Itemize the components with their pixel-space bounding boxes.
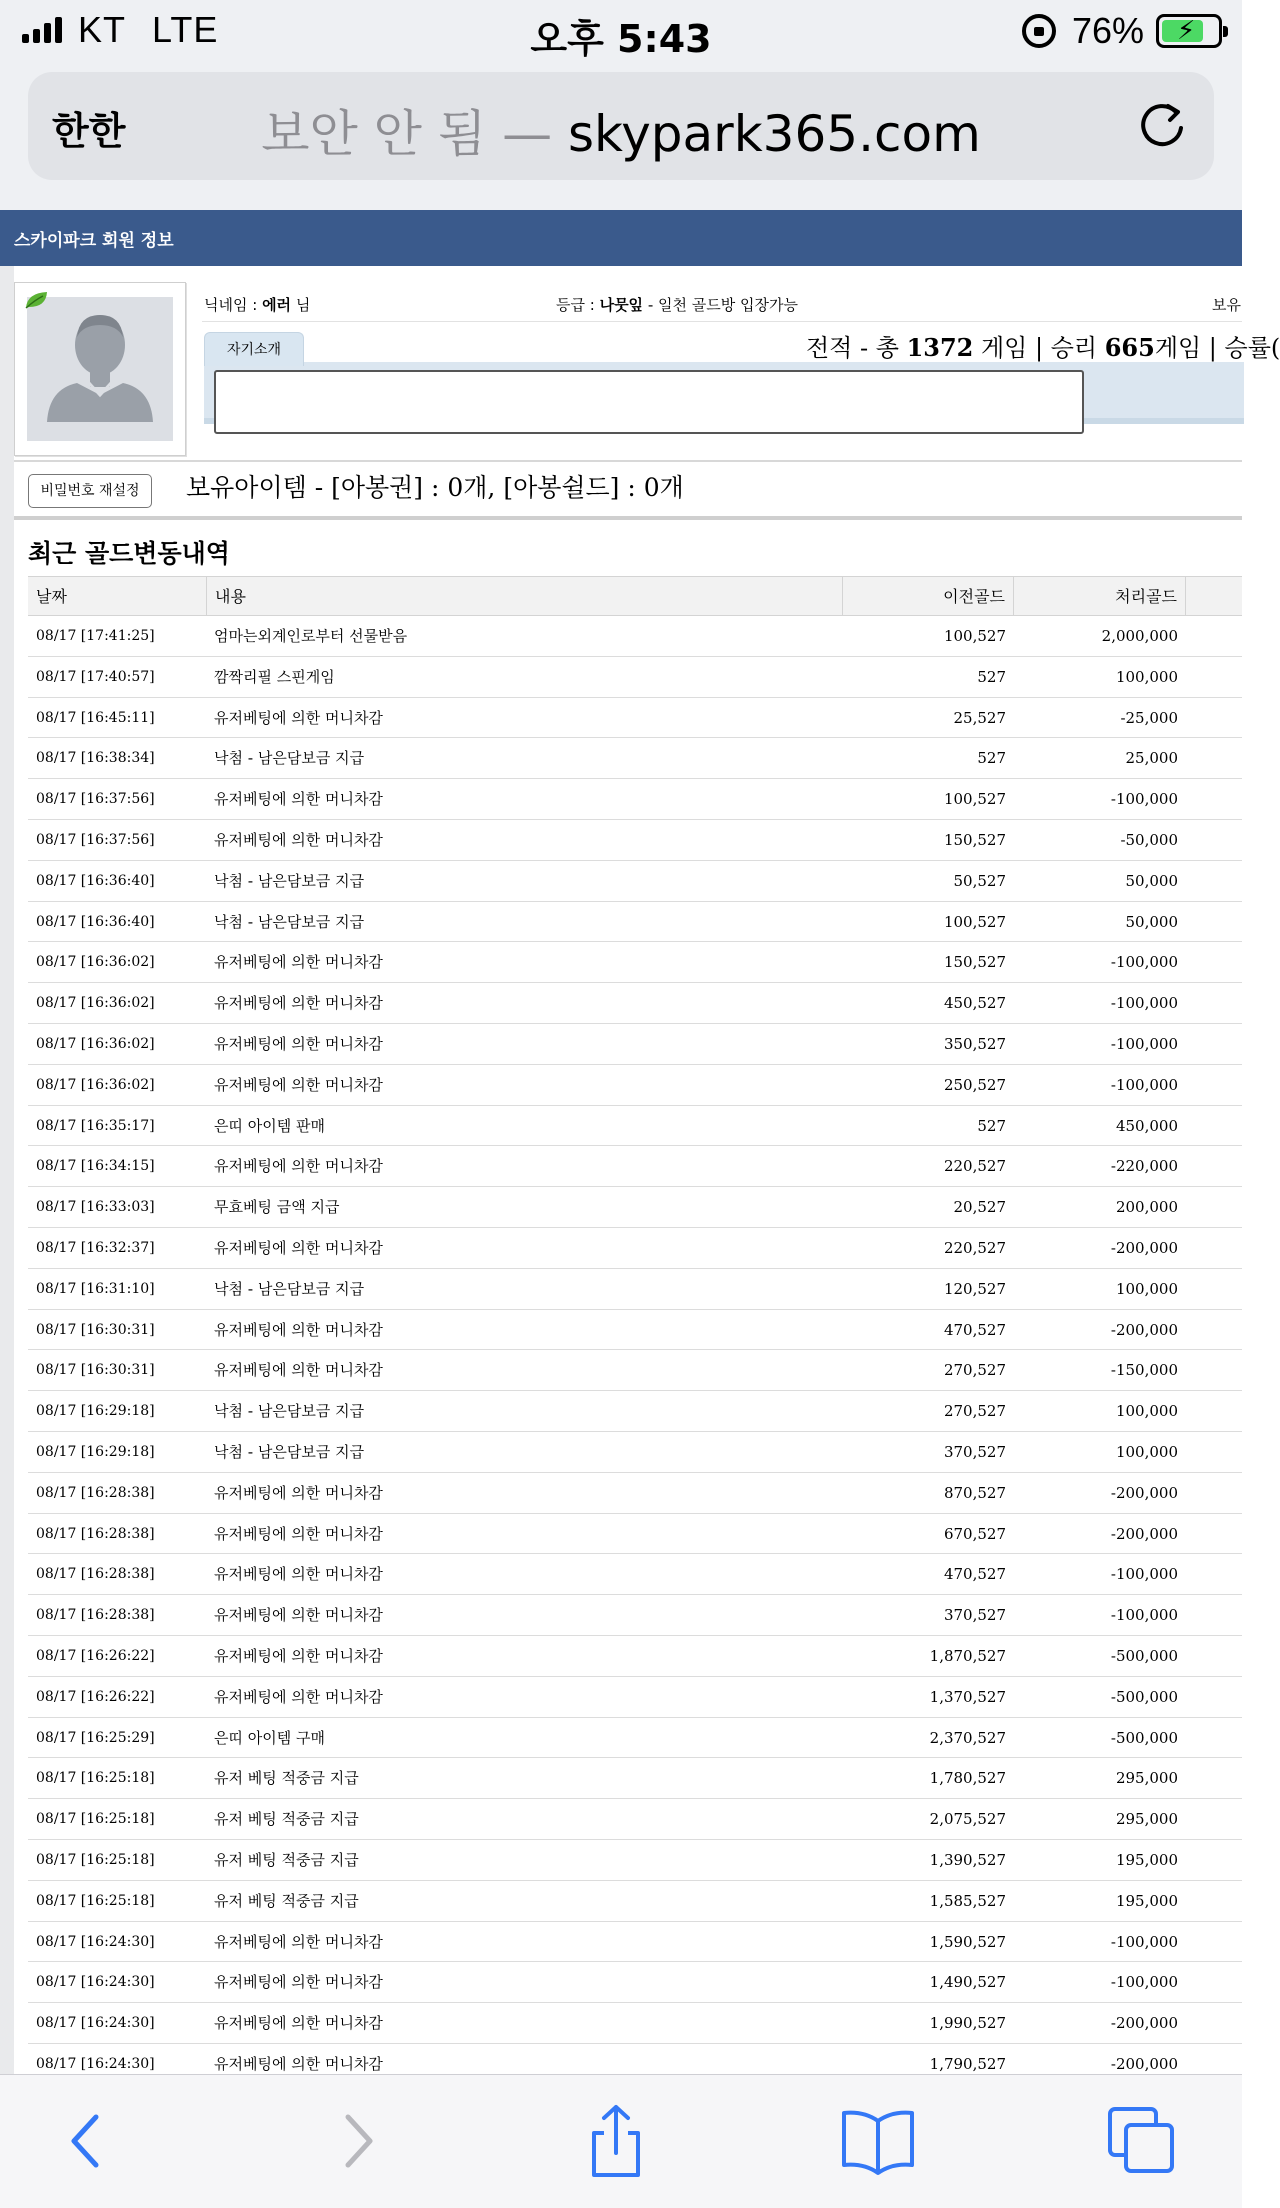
cell-processed-gold: -220,000: [1110, 1157, 1178, 1176]
cell-processed-gold: 100,000: [1115, 1402, 1178, 1421]
cell-processed-gold: 50,000: [1125, 912, 1178, 931]
cell-processed-gold: -500,000: [1110, 1728, 1178, 1747]
table-row: [28, 1187, 1242, 1228]
cell-date: 08/17 [16:36:02]: [36, 1035, 155, 1052]
cell-previous-gold: 220,527: [943, 1157, 1006, 1176]
cell-content: 유저베팅에 의한 머니차감: [214, 2054, 383, 2073]
table-row: [28, 1310, 1242, 1351]
avatar: [27, 297, 173, 441]
table-header: [28, 576, 1242, 616]
network-type: LTE: [152, 9, 219, 50]
table-row: [28, 1473, 1242, 1514]
cell-processed-gold: -200,000: [1110, 1524, 1178, 1543]
cell-content: 유저 베팅 적중금 지급: [214, 1810, 359, 1829]
cell-date: 08/17 [16:37:56]: [36, 791, 155, 808]
reload-icon[interactable]: [1136, 98, 1190, 152]
table-row: [28, 1065, 1242, 1106]
cell-content: 유저베팅에 의한 머니차감: [214, 1361, 383, 1380]
table-row: [28, 1554, 1242, 1595]
column-header-previous-gold: 이전골드: [843, 577, 1014, 616]
table-row: [28, 1595, 1242, 1636]
record-prefix: 전적 - 총: [806, 334, 907, 362]
cell-previous-gold: 120,527: [943, 1279, 1006, 1298]
cell-previous-gold: 527: [977, 749, 1006, 768]
cell-processed-gold: 100,000: [1115, 667, 1178, 686]
cell-processed-gold: -200,000: [1110, 1483, 1178, 1502]
table-row: [28, 1269, 1242, 1310]
table-row: [28, 1758, 1242, 1799]
cell-content: 유저 베팅 적중금 지급: [214, 1769, 359, 1788]
gold-history-table: [28, 576, 1242, 2085]
battery-percent: 76%: [1071, 10, 1144, 51]
cell-date: 08/17 [16:26:22]: [36, 1647, 155, 1664]
self-intro-box[interactable]: [214, 370, 1084, 434]
cell-processed-gold: -100,000: [1110, 1606, 1178, 1625]
divider: [14, 460, 1242, 462]
cell-content: 유저베팅에 의한 머니차감: [214, 1932, 383, 1951]
cell-content: 깜짝리필 스핀게임: [214, 667, 335, 686]
cell-processed-gold: 295,000: [1115, 1810, 1178, 1829]
cell-date: 08/17 [16:36:40]: [36, 872, 155, 889]
cell-processed-gold: -200,000: [1110, 2014, 1178, 2033]
cell-date: 08/17 [16:36:02]: [36, 995, 155, 1012]
profile-info-line: [202, 282, 1242, 322]
intro-area: [204, 362, 1244, 424]
status-bar: [0, 0, 1242, 62]
cell-processed-gold: -150,000: [1110, 1361, 1178, 1380]
cell-date: 08/17 [16:29:18]: [36, 1403, 155, 1420]
cell-date: 08/17 [16:25:18]: [36, 1851, 155, 1868]
insecure-label: 보안 안 됨 —: [261, 105, 553, 163]
carrier-name: KT: [78, 9, 127, 50]
cell-processed-gold: 195,000: [1115, 1891, 1178, 1910]
cell-date: 08/17 [16:25:18]: [36, 1770, 155, 1787]
cell-content: 낙첨 - 남은담보금 지급: [214, 912, 365, 931]
cell-processed-gold: -100,000: [1110, 1932, 1178, 1951]
cell-previous-gold: 100,527: [943, 627, 1006, 645]
page-header: [0, 210, 1242, 266]
cell-content: 유저베팅에 의한 머니차감: [214, 790, 383, 809]
cell-content: 유저베팅에 의한 머니차감: [214, 1320, 383, 1339]
cell-content: 유저베팅에 의한 머니차감: [214, 994, 383, 1013]
cell-previous-gold: 527: [977, 667, 1006, 686]
cell-content: 엄마는외계인로부터 선물받음: [214, 627, 408, 645]
cell-previous-gold: 450,527: [943, 994, 1006, 1013]
cell-content: 유저베팅에 의한 머니차감: [214, 1238, 383, 1257]
owned-items: 보유아이템 - [아봉권] : 0개, [아봉쉴드] : 0개: [186, 473, 684, 502]
cell-previous-gold: 1,990,527: [929, 2014, 1006, 2033]
table-row: [28, 1718, 1242, 1759]
cell-previous-gold: 370,527: [943, 1606, 1006, 1625]
table-row: [28, 942, 1242, 983]
cell-content: 유저베팅에 의한 머니차감: [214, 1606, 383, 1625]
url-display[interactable]: [28, 94, 1214, 166]
cell-previous-gold: 1,780,527: [929, 1769, 1006, 1788]
table-row: [28, 698, 1242, 739]
game-record: [806, 328, 1280, 363]
table-row: [28, 2003, 1242, 2044]
cell-processed-gold: -100,000: [1110, 1075, 1178, 1094]
nickname-value: 에러: [262, 296, 292, 314]
cell-date: 08/17 [16:34:15]: [36, 1158, 155, 1175]
cell-processed-gold: -500,000: [1110, 1687, 1178, 1706]
cell-previous-gold: 2,075,527: [929, 1810, 1006, 1829]
cell-content: 유저 베팅 적중금 지급: [214, 1850, 359, 1869]
cell-content: 낙첨 - 남은담보금 지급: [214, 1402, 365, 1421]
cell-previous-gold: 470,527: [943, 1320, 1006, 1339]
reset-password-button[interactable]: 비밀번호 재설정: [28, 474, 152, 508]
cell-content: 유저베팅에 의한 머니차감: [214, 1483, 383, 1502]
cell-date: 08/17 [16:28:38]: [36, 1484, 155, 1501]
cell-previous-gold: 370,527: [943, 1442, 1006, 1461]
cell-processed-gold: -200,000: [1110, 1320, 1178, 1339]
cell-date: 08/17 [16:30:31]: [36, 1362, 155, 1379]
table-row: [28, 1799, 1242, 1840]
cell-content: 유저 베팅 적중금 지급: [214, 1891, 359, 1910]
cell-processed-gold: -100,000: [1110, 994, 1178, 1013]
cell-previous-gold: 100,527: [943, 790, 1006, 809]
cell-previous-gold: 1,490,527: [929, 1973, 1006, 1992]
tabs-icon[interactable]: [1104, 2103, 1180, 2179]
cell-processed-gold: 100,000: [1115, 1442, 1178, 1461]
charging-bolt-icon: ⚡: [1177, 16, 1196, 46]
cell-content: 유저베팅에 의한 머니차감: [214, 1034, 383, 1053]
profile-panel: [202, 282, 1280, 442]
cell-previous-gold: 1,790,527: [929, 2054, 1006, 2073]
cell-content: 낙첨 - 남은담보금 지급: [214, 1279, 365, 1298]
table-row: [28, 1636, 1242, 1677]
status-time: 오후 5:43: [530, 17, 712, 61]
cell-previous-gold: 220,527: [943, 1238, 1006, 1257]
leaf-grade-icon: [23, 289, 51, 311]
cell-previous-gold: 270,527: [943, 1402, 1006, 1421]
cell-date: 08/17 [16:24:30]: [36, 1974, 155, 1991]
cell-previous-gold: 100,527: [943, 912, 1006, 931]
cell-date: 08/17 [16:25:18]: [36, 1811, 155, 1828]
cell-date: 08/17 [16:25:18]: [36, 1892, 155, 1909]
bookmarks-icon[interactable]: [840, 2103, 916, 2179]
table-row: [28, 1677, 1242, 1718]
cell-processed-gold: 295,000: [1115, 1769, 1178, 1788]
nickname-label: 닉네임 :: [204, 296, 263, 314]
table-row: [28, 657, 1242, 698]
default-user-icon: [27, 297, 173, 441]
table-row: [28, 779, 1242, 820]
cell-date: 08/17 [16:36:40]: [36, 913, 155, 930]
cell-previous-gold: 150,527: [943, 953, 1006, 972]
cell-date: 08/17 [16:24:30]: [36, 2015, 155, 2032]
cell-processed-gold: -100,000: [1110, 953, 1178, 972]
cell-date: 08/17 [17:41:25]: [36, 628, 155, 644]
table-row: [28, 1840, 1242, 1881]
section-title: 최근 골드변동내역: [28, 539, 230, 568]
cell-date: 08/17 [16:26:22]: [36, 1688, 155, 1705]
avatar-frame: [14, 282, 186, 456]
cell-processed-gold: 50,000: [1125, 871, 1178, 890]
column-header-content: 내용: [207, 577, 843, 616]
cell-processed-gold: -500,000: [1110, 1646, 1178, 1665]
cell-content: 유저베팅에 의한 머니차감: [214, 1524, 383, 1543]
table-row: [28, 1514, 1242, 1555]
cell-processed-gold: -100,000: [1110, 1565, 1178, 1584]
cell-processed-gold: 2,000,000: [1101, 627, 1178, 645]
cell-content: 유저베팅에 의한 머니차감: [214, 1687, 383, 1706]
divider: [14, 516, 1242, 520]
address-bar[interactable]: [28, 72, 1214, 180]
cell-content: 유저베팅에 의한 머니차감: [214, 1973, 383, 1992]
cell-date: 08/17 [16:37:56]: [36, 831, 155, 848]
cell-previous-gold: 150,527: [943, 830, 1006, 849]
cell-previous-gold: 25,527: [953, 708, 1006, 727]
cell-content: 은띠 아이템 구매: [214, 1728, 325, 1747]
cell-date: 08/17 [16:35:17]: [36, 1117, 155, 1134]
cell-processed-gold: -200,000: [1110, 1238, 1178, 1257]
cell-previous-gold: 270,527: [943, 1361, 1006, 1380]
table-row: [28, 1228, 1242, 1269]
cell-date: 08/17 [16:25:29]: [36, 1729, 155, 1746]
record-total: 1372: [906, 333, 974, 362]
cell-date: 08/17 [16:36:02]: [36, 954, 155, 971]
cell-processed-gold: -200,000: [1110, 2054, 1178, 2073]
table-row: [28, 1024, 1242, 1065]
cell-previous-gold: 870,527: [943, 1483, 1006, 1502]
share-icon[interactable]: [578, 2103, 654, 2179]
cell-content: 유저베팅에 의한 머니차감: [214, 708, 383, 727]
grade-label: 등급 :: [556, 296, 600, 314]
status-right: [1022, 12, 1222, 50]
left-gutter: [0, 266, 14, 2076]
cell-date: 08/17 [16:45:11]: [36, 709, 155, 726]
cell-content: 유저베팅에 의한 머니차감: [214, 1646, 383, 1665]
cell-previous-gold: 50,527: [953, 871, 1006, 890]
grade: [556, 294, 798, 315]
cell-date: 08/17 [17:40:57]: [36, 668, 155, 685]
cell-previous-gold: 527: [977, 1116, 1006, 1135]
cell-previous-gold: 350,527: [943, 1034, 1006, 1053]
holding-label: 보유: [1212, 296, 1241, 314]
cell-date: 08/17 [16:28:38]: [36, 1566, 155, 1583]
cell-date: 08/17 [16:30:31]: [36, 1321, 155, 1338]
cell-content: 유저베팅에 의한 머니차감: [214, 2014, 383, 2033]
cell-processed-gold: -50,000: [1120, 830, 1178, 849]
cell-processed-gold: 450,000: [1115, 1116, 1178, 1135]
grade-value: 나뭇잎: [599, 296, 644, 314]
table-row: [28, 1432, 1242, 1473]
table-row: [28, 902, 1242, 943]
cell-date: 08/17 [16:28:38]: [36, 1607, 155, 1624]
table-row: [28, 1146, 1242, 1187]
browser-toolbar: [0, 2074, 1242, 2208]
cell-date: 08/17 [16:24:30]: [36, 2055, 155, 2072]
cell-content: 유저베팅에 의한 머니차감: [214, 953, 383, 972]
column-header-processed-gold: 처리골드: [1014, 577, 1186, 616]
forward-icon[interactable]: [318, 2103, 394, 2179]
cell-previous-gold: 1,590,527: [929, 1932, 1006, 1951]
table-row: [28, 820, 1242, 861]
url-domain: skypark365.com: [567, 105, 981, 163]
cell-previous-gold: 470,527: [943, 1565, 1006, 1584]
cell-processed-gold: -100,000: [1110, 1973, 1178, 1992]
cell-previous-gold: 670,527: [943, 1524, 1006, 1543]
nickname-suffix: 님: [291, 296, 311, 314]
table-row: [28, 1350, 1242, 1391]
record-mid: 게임 | 승리: [973, 334, 1105, 362]
table-row: [28, 738, 1242, 779]
tab-self-intro[interactable]: 자기소개: [204, 332, 304, 366]
cell-processed-gold: 195,000: [1115, 1850, 1178, 1869]
table-row: [28, 1106, 1242, 1147]
cell-date: 08/17 [16:33:03]: [36, 1199, 155, 1216]
cell-date: 08/17 [16:38:34]: [36, 750, 155, 767]
cell-content: 낙첨 - 남은담보금 지급: [214, 1442, 365, 1461]
cell-previous-gold: 1,370,527: [929, 1687, 1006, 1706]
grade-description: - 일천 골드방 입장가능: [643, 296, 798, 314]
page-title: 스카이파크 회원 정보: [14, 231, 174, 251]
nickname: [204, 294, 310, 315]
cell-previous-gold: 20,527: [953, 1198, 1006, 1217]
cell-previous-gold: 1,870,527: [929, 1646, 1006, 1665]
cell-processed-gold: -25,000: [1120, 708, 1178, 727]
record-wins: 665: [1104, 333, 1155, 362]
column-header-date: 날짜: [28, 577, 207, 616]
reader-settings-button[interactable]: 한한: [52, 109, 126, 153]
cell-content: 유저베팅에 의한 머니차감: [214, 1157, 383, 1176]
cell-content: 낙첨 - 남은담보금 지급: [214, 749, 365, 768]
back-icon[interactable]: [50, 2103, 126, 2179]
table-row: [28, 1391, 1242, 1432]
table-row: [28, 1881, 1242, 1922]
browser-address-area: [0, 62, 1242, 210]
cell-content: 무효베팅 금액 지급: [214, 1198, 340, 1217]
cell-content: 유저베팅에 의한 머니차감: [214, 1565, 383, 1584]
record-suffix: 게임 | 승률(: [1154, 334, 1280, 362]
table-row: [28, 1922, 1242, 1963]
table-row: [28, 1962, 1242, 2003]
cell-processed-gold: 25,000: [1125, 749, 1178, 768]
cell-date: 08/17 [16:24:30]: [36, 1933, 155, 1950]
cell-date: 08/17 [16:29:18]: [36, 1443, 155, 1460]
table-row: [28, 616, 1242, 657]
cell-content: 낙첨 - 남은담보금 지급: [214, 871, 365, 890]
table-row: [28, 983, 1242, 1024]
cell-content: 은띠 아이템 판매: [214, 1116, 325, 1135]
cell-content: 유저베팅에 의한 머니차감: [214, 830, 383, 849]
table-row: [28, 861, 1242, 902]
cell-date: 08/17 [16:36:02]: [36, 1076, 155, 1093]
cell-content: 유저베팅에 의한 머니차감: [214, 1075, 383, 1094]
cell-processed-gold: 100,000: [1115, 1279, 1178, 1298]
orientation-lock-icon: [1022, 14, 1056, 48]
cell-date: 08/17 [16:28:38]: [36, 1525, 155, 1542]
cell-previous-gold: 1,390,527: [929, 1850, 1006, 1869]
cell-previous-gold: 250,527: [943, 1075, 1006, 1094]
cell-processed-gold: -100,000: [1110, 790, 1178, 809]
table-body: [28, 616, 1242, 2085]
cell-processed-gold: 200,000: [1115, 1198, 1178, 1217]
cell-date: 08/17 [16:31:10]: [36, 1280, 155, 1297]
cell-date: 08/17 [16:32:37]: [36, 1239, 155, 1256]
cell-previous-gold: 2,370,527: [929, 1728, 1006, 1747]
battery-icon: [1156, 14, 1222, 48]
cell-processed-gold: -100,000: [1110, 1034, 1178, 1053]
cell-previous-gold: 1,585,527: [929, 1891, 1006, 1910]
